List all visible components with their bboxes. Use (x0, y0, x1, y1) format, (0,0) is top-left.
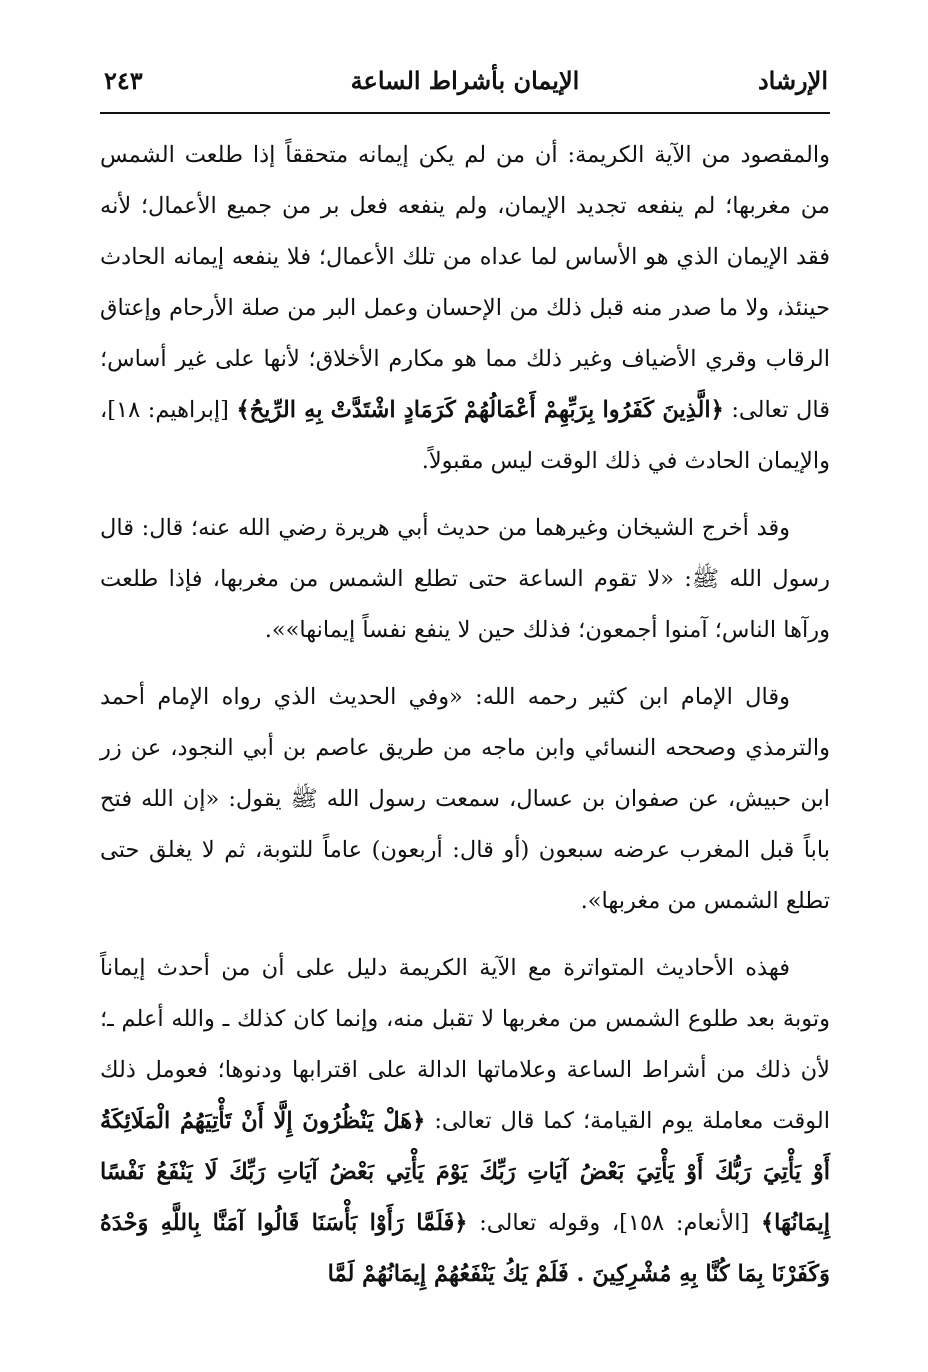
paragraph (100, 672, 830, 927)
header-rule (100, 112, 830, 114)
paragraph (100, 130, 830, 487)
book-title: الإرشاد (757, 66, 828, 95)
text-segment: [إبراهيم: ١٨]، والإيمان الحادث في ذلك الوقت ليس مقبولاً. (100, 397, 830, 474)
text-segment: فهذه الأحاديث المتواترة مع الآية الكريمة دليل على أن من أحدث إيماناً وتوبة بعد طلوع الشمس من مغربها لا تقبل منه، وإنما كان كذلك ـ والله أعلم ـ؛ لأن ذلك من أشراط الساعة وعلاماتها الدالة على اقترابها ودنوها؛ فعومل ذلك الوقت معاملة يوم القيامة؛ كما قال تعالى: (100, 955, 831, 1134)
chapter-title: الإيمان بأشراط الساعة (350, 66, 580, 95)
body-text (100, 130, 830, 1300)
quran-verse: ﴿هَلْ يَنْظُرُونَ إِلَّا أَنْ تَأْتِيَهُمُ الْمَلَائِكَةُ أَوْ يَأْتِيَ رَبُّكَ أَوْ يَأْتِيَ بَعْضُ آيَاتِ رَبِّكَ يَوْمَ يَأْتِي بَعْضُ آيَاتِ رَبِّكَ لَا يَنْفَعُ نَفْسًا إِيمَانُهَا﴾ (100, 1108, 831, 1236)
text-segment: وقال الإمام ابن كثير رحمه الله: «وفي الحديث الذي رواه الإمام أحمد والترمذي وصححه النسائي وابن ماجه من طريق عاصم بن أبي النجود، عن زر ابن حبيش، عن صفوان بن عسال، سمعت رسول الله ﷺ يقول: «إن الله فتح باباً قبل المغرب عرضه سبعون (أو قال: أربعون) عاماً للتوبة، ثم لا يغلق حتى تطلع الشمس من مغربها». (100, 684, 830, 914)
page-number: ٢٤٣ (104, 66, 143, 95)
book-page (100, 62, 830, 1316)
paragraph (100, 503, 830, 656)
text-segment: [الأنعام: ١٥٨]، وقوله تعالى: (467, 1210, 761, 1236)
running-header (100, 62, 830, 106)
quran-verse: ﴿الَّذِينَ كَفَرُوا بِرَبِّهِمْ أَعْمَالُهُمْ كَرَمَادٍ اشْتَدَّتْ بِهِ الرِّيحُ﴾ (236, 397, 724, 423)
paragraph (100, 943, 830, 1300)
text-segment: وقد أخرج الشيخان وغيرهما من حديث أبي هريرة رضي الله عنه؛ قال: قال رسول الله ﷺ: «لا تقوم الساعة حتى تطلع الشمس من مغربها، فإذا طلعت ورآها الناس؛ آمنوا أجمعون؛ فذلك حين لا ينفع نفساً إيمانها»». (100, 515, 830, 643)
quran-verse: ﴿فَلَمَّا رَأَوْا بَأْسَنَا قَالُوا آمَنَّا بِاللَّهِ وَحْدَهُ وَكَفَرْنَا بِمَا كُنَّا بِهِ مُشْرِكِينَ . فَلَمْ يَكُ يَنْفَعُهُمْ إِيمَانُهُمْ لَمَّا (100, 1210, 830, 1287)
text-segment: والمقصود من الآية الكريمة: أن من لم يكن إيمانه متحققاً إذا طلعت الشمس من مغربها؛ لم ينفعه تجديد الإيمان، ولم ينفعه فعل بر من جميع الأعمال؛ لأنه فقد الإيمان الذي هو الأساس لما عداه من تلك الأعمال؛ فلا ينفعه إيمانه الحادث حينئذ، ولا ما صدر منه قبل ذلك من الإحسان وعمل البر من صلة الأرحام وإعتاق الرقاب وقري الأضياف وغير ذلك مما هو مكارم الأخلاق؛ لأنها على غير أساس؛ قال تعالى: (100, 142, 830, 423)
